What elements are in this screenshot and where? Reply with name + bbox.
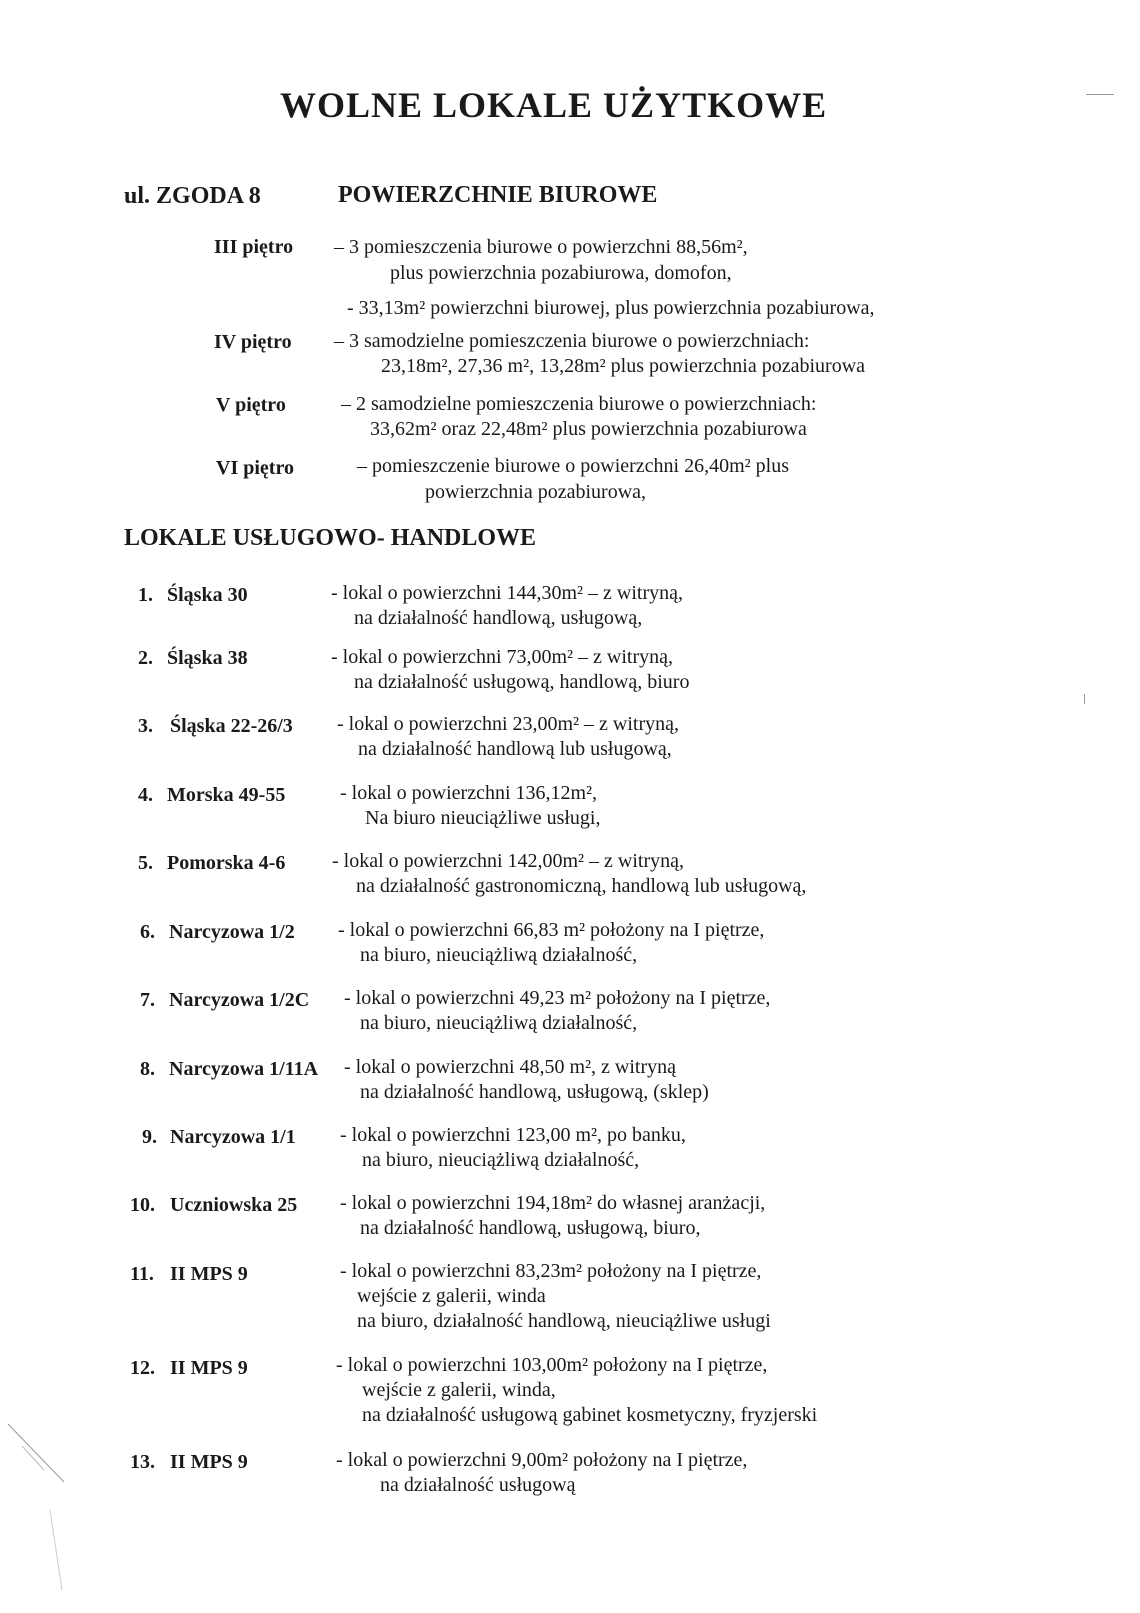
floor-label: V piętro	[216, 394, 286, 416]
floor-desc-line: – pomieszczenie biurowe o powierzchni 26,40m² plus	[357, 455, 789, 477]
scan-artifact-lines	[0, 1400, 90, 1600]
item-address: Śląska 22-26/3	[170, 715, 293, 737]
scan-mark	[1084, 694, 1085, 704]
floor-desc-line: powierzchnia pozabiurowa,	[425, 481, 647, 503]
item-number: 13.	[130, 1451, 155, 1473]
item-number: 9.	[142, 1126, 157, 1148]
item-desc-line: - lokal o powierzchni 123,00 m², po banku,	[340, 1124, 686, 1146]
item-desc-line: na działalność handlową, usługową, (sklep)	[360, 1081, 709, 1103]
item-number: 4.	[138, 784, 153, 806]
item-desc-line: - lokal o powierzchni 73,00m² – z witryną,	[331, 646, 674, 668]
item-desc-line: na działalność handlową, usługową, biuro,	[360, 1217, 701, 1239]
item-desc-line: - lokal o powierzchni 142,00m² – z witryną,	[332, 850, 685, 872]
item-number: 3.	[138, 715, 153, 737]
item-number: 8.	[140, 1058, 155, 1080]
item-address: II MPS 9	[170, 1263, 248, 1285]
item-desc-line: - lokal o powierzchni 83,23m² położony na I piętrze,	[340, 1260, 762, 1282]
floor-desc-line: 33,62m² oraz 22,48m² plus powierzchnia pozabiurowa	[370, 418, 807, 440]
item-number: 12.	[130, 1357, 155, 1379]
item-address: Narcyzowa 1/1	[170, 1126, 296, 1148]
item-address: II MPS 9	[170, 1357, 248, 1379]
floor-label: IV piętro	[214, 331, 292, 353]
item-desc-line: - lokal o powierzchni 66,83 m² położony na I piętrze,	[338, 919, 765, 941]
item-number: 11.	[130, 1263, 154, 1285]
item-desc-line: wejście z galerii, winda	[357, 1285, 546, 1307]
item-desc-line: - lokal o powierzchni 103,00m² położony na I piętrze,	[336, 1354, 768, 1376]
item-address: Narcyzowa 1/2	[169, 921, 295, 943]
floor-label: VI piętro	[216, 457, 294, 479]
item-desc-line: - lokal o powierzchni 194,18m² do własnej aranżacji,	[340, 1192, 766, 1214]
item-desc-line: na biuro, nieuciążliwą działalność,	[360, 944, 638, 966]
item-number: 6.	[140, 921, 155, 943]
item-address: Morska 49-55	[167, 784, 286, 806]
floor-desc-line: – 2 samodzielne pomieszczenia biurowe o powierzchniach:	[341, 393, 817, 415]
item-address: Śląska 38	[167, 647, 248, 669]
item-desc-line: na działalność usługową gabinet kosmetyczny, fryzjerski	[362, 1404, 818, 1426]
item-desc-line: na biuro, nieuciążliwą działalność,	[362, 1149, 640, 1171]
floor-desc-line: plus powierzchnia pozabiurowa, domofon,	[390, 262, 732, 284]
item-address: Śląska 30	[167, 584, 248, 606]
floor-desc-line: - 33,13m² powierzchni biurowej, plus powierzchnia pozabiurowa,	[347, 297, 875, 319]
item-desc-line: - lokal o powierzchni 144,30m² – z witryną,	[331, 582, 684, 604]
item-number: 1.	[138, 584, 153, 606]
item-number: 5.	[138, 852, 153, 874]
floor-desc-line: 23,18m², 27,36 m², 13,28m² plus powierzchnia pozabiurowa	[381, 355, 866, 377]
item-number: 7.	[140, 989, 155, 1011]
item-desc-line: na działalność handlową lub usługową,	[358, 738, 672, 760]
item-desc-line: - lokal o powierzchni 48,50 m², z witryną	[344, 1056, 677, 1078]
item-desc-line: - lokal o powierzchni 49,23 m² położony na I piętrze,	[344, 987, 771, 1009]
item-desc-line: wejście z galerii, winda,	[362, 1379, 556, 1401]
floor-label: III piętro	[214, 236, 294, 258]
office-heading: POWIERZCHNIE BIUROWE	[338, 182, 658, 208]
floor-desc-line: – 3 pomieszczenia biurowe o powierzchni 88,56m²,	[334, 236, 748, 258]
item-desc-line: - lokal o powierzchni 136,12m²,	[340, 782, 598, 804]
item-desc-line: na biuro, działalność handlową, nieuciążliwe usługi	[357, 1310, 771, 1332]
item-address: II MPS 9	[170, 1451, 248, 1473]
item-number: 2.	[138, 647, 153, 669]
item-desc-line: na działalność usługową, handlową, biuro	[354, 671, 690, 693]
scan-mark	[1086, 94, 1114, 95]
retail-heading: LOKALE USŁUGOWO- HANDLOWE	[124, 525, 537, 551]
item-desc-line: na działalność usługową	[380, 1474, 576, 1496]
item-desc-line: na działalność gastronomiczną, handlową lub usługową,	[356, 875, 807, 897]
page-title: WOLNE LOKALE UŻYTKOWE	[280, 85, 828, 125]
office-street: ul. ZGODA 8	[124, 183, 261, 209]
item-address: Uczniowska 25	[170, 1194, 298, 1216]
item-desc-line: Na biuro nieuciążliwe usługi,	[365, 807, 601, 829]
item-number: 10.	[130, 1194, 155, 1216]
item-desc-line: na działalność handlową, usługową,	[354, 607, 643, 629]
item-desc-line: na biuro, nieuciążliwą działalność,	[360, 1012, 638, 1034]
item-desc-line: - lokal o powierzchni 23,00m² – z witryną,	[337, 713, 680, 735]
floor-desc-line: – 3 samodzielne pomieszczenia biurowe o powierzchniach:	[334, 330, 810, 352]
item-address: Pomorska 4-6	[167, 852, 286, 874]
item-desc-line: - lokal o powierzchni 9,00m² położony na I piętrze,	[336, 1449, 748, 1471]
item-address: Narcyzowa 1/2C	[169, 989, 310, 1011]
item-address: Narcyzowa 1/11A	[169, 1058, 319, 1080]
